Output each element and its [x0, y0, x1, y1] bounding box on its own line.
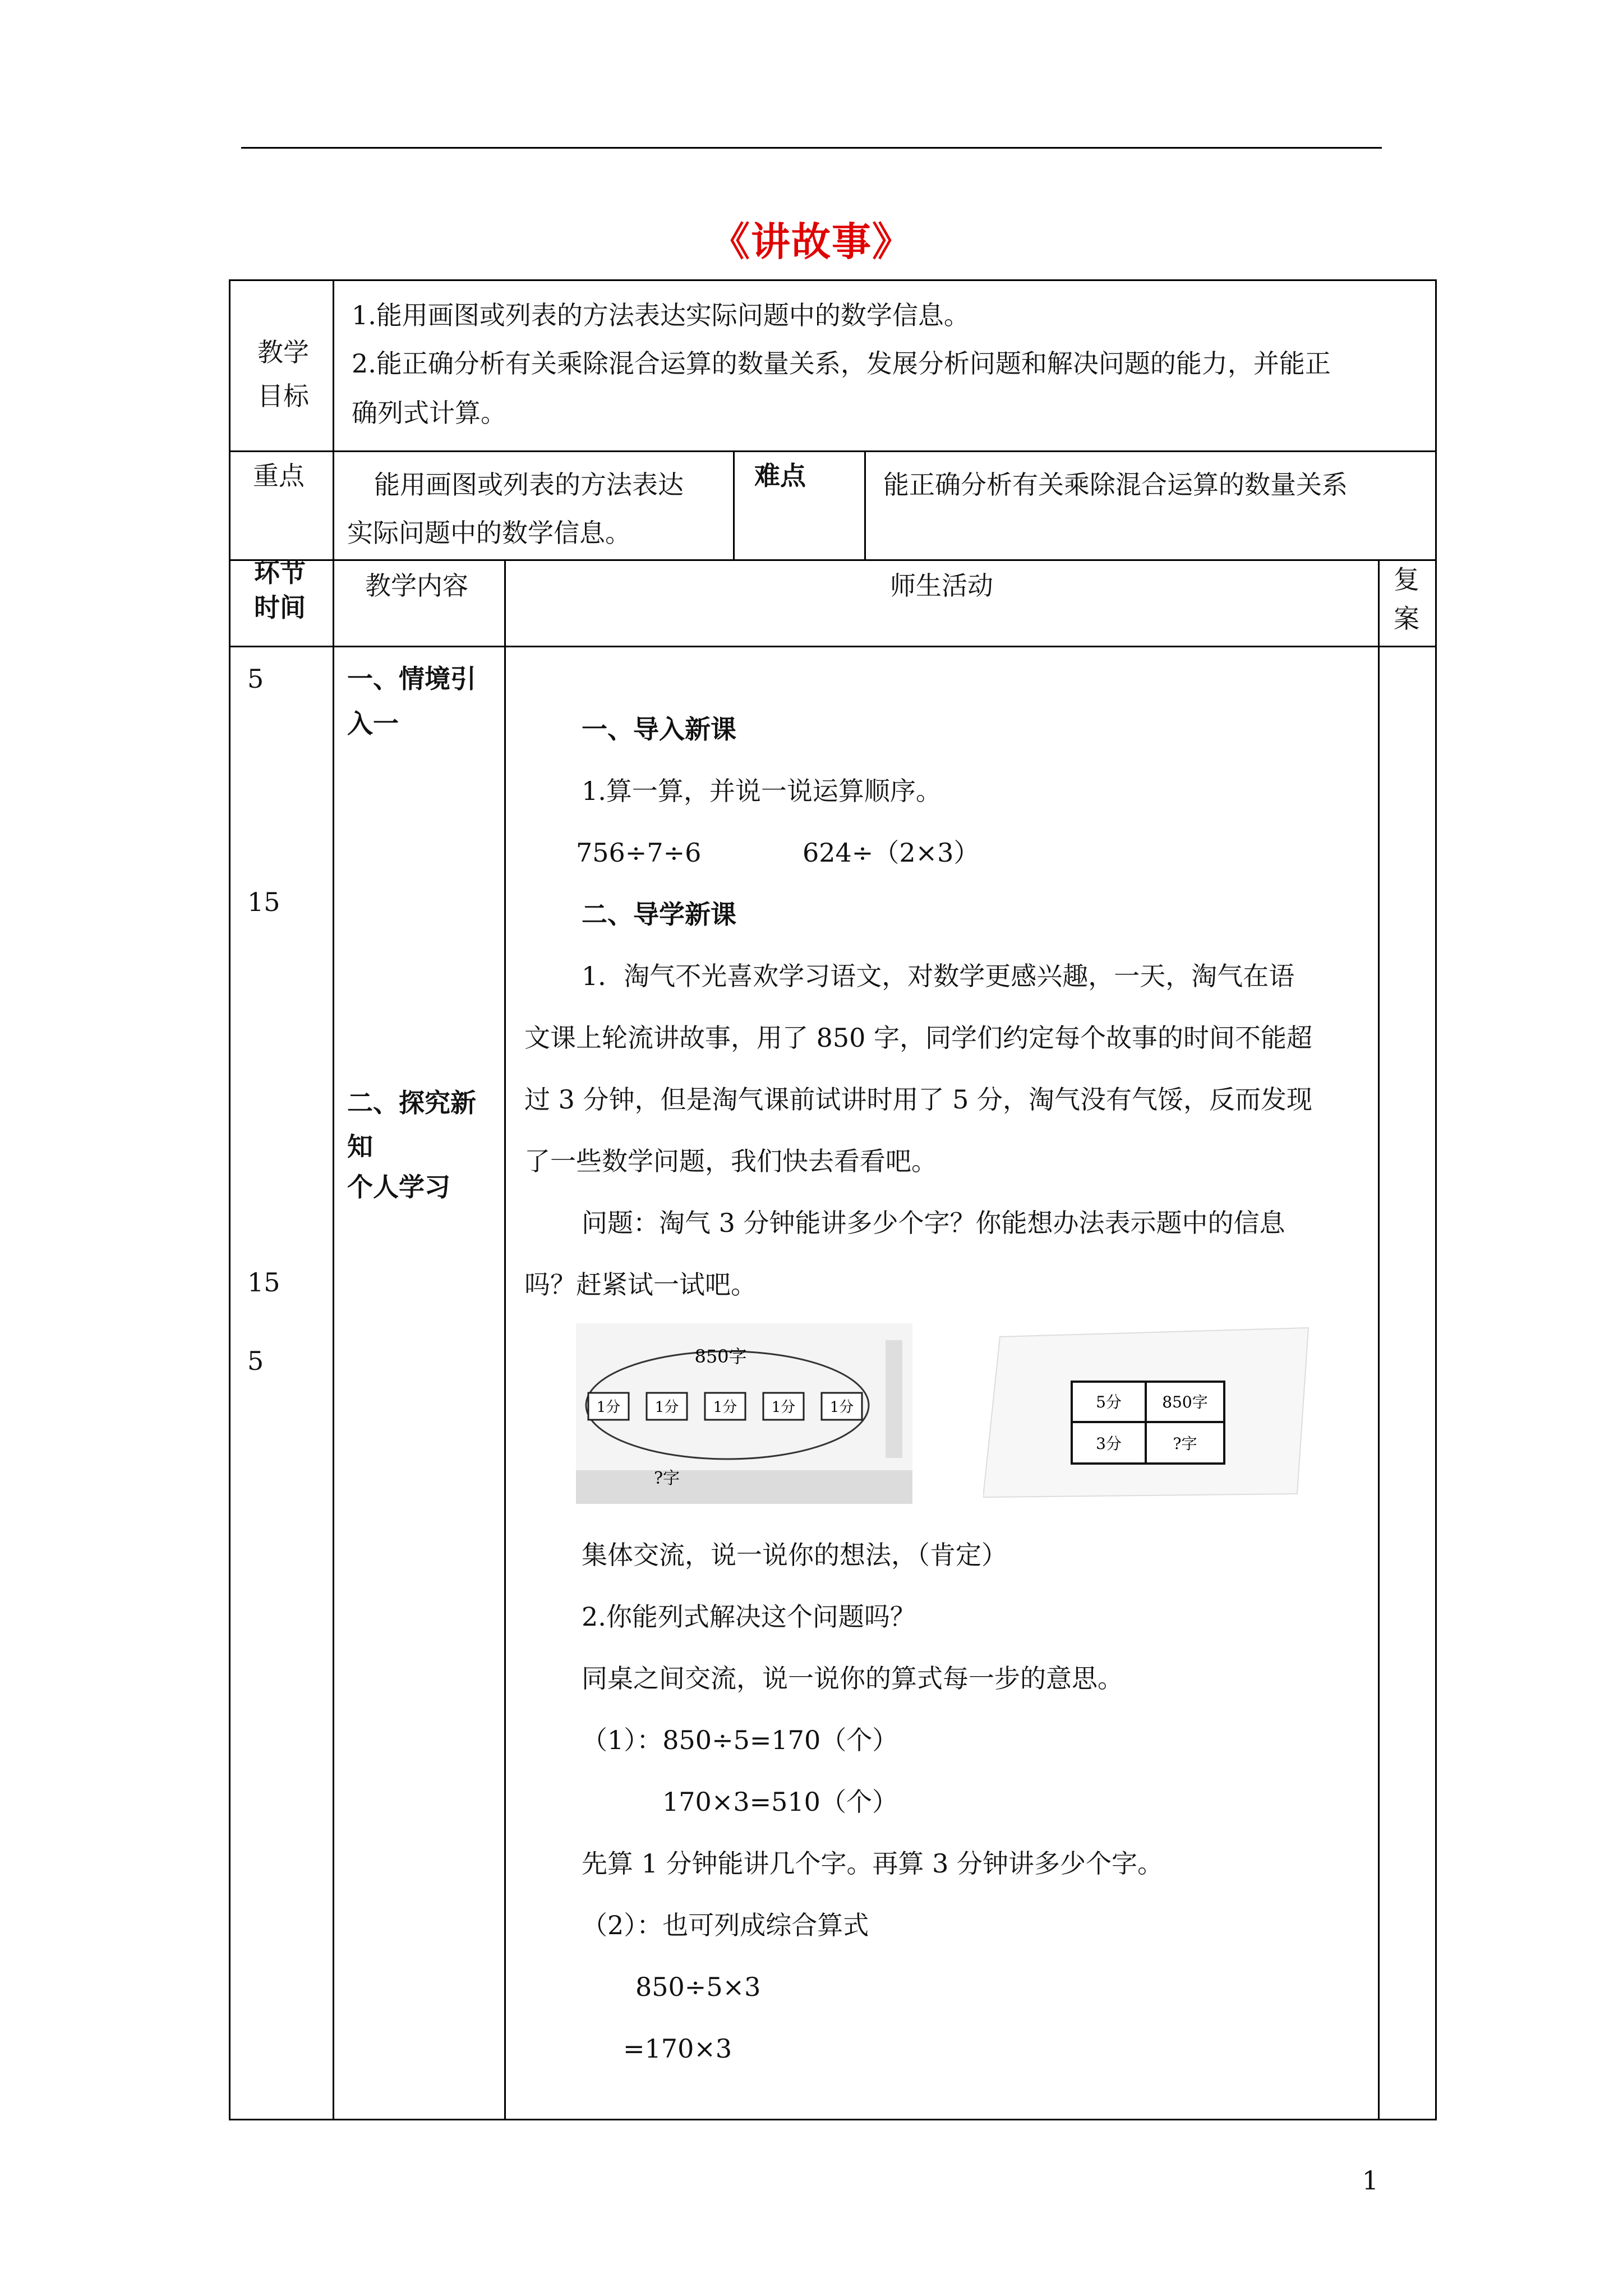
- time-value: 5: [247, 1346, 264, 1376]
- difficulty-label: 难点: [754, 461, 806, 491]
- table-diagram-figure: [983, 1326, 1311, 1499]
- question-line: 吗？赶紧试一试吧。: [524, 1269, 757, 1300]
- time-value: 15: [247, 1267, 280, 1297]
- story-line: 文课上轮流讲故事，用了 850 字，同学们约定每个故事的时间不能超: [524, 1023, 1313, 1053]
- combined-expression: 850÷5×3: [635, 1972, 761, 2002]
- table-cell: 850字: [1162, 1393, 1208, 1411]
- activity-text: 1.算一算，并说一说运算顺序。: [582, 776, 942, 806]
- activity-text: 集体交流，说一说你的想法，（肯定）: [582, 1540, 1007, 1570]
- solution-line: （1）：850÷5=170（个）: [582, 1725, 898, 1755]
- col-divider: [504, 559, 506, 2119]
- section-title: 个人学习: [347, 1172, 450, 1202]
- table-cell: 5分: [1096, 1393, 1122, 1411]
- row-divider: [230, 450, 1435, 452]
- expression: 624÷（2×3）: [803, 838, 980, 868]
- combined-expression: =170×3: [623, 2033, 732, 2064]
- story-line: 过 3 分钟，但是淘气课前试讲时用了 5 分，淘气没有气馁，反而发现: [524, 1084, 1313, 1115]
- review-header: 复: [1394, 564, 1419, 595]
- time-value: 5: [247, 664, 264, 694]
- stage-header: 时间: [254, 592, 306, 623]
- objective-line: 2.能正确分析有关乘除混合运算的数量关系，发展分析问题和解决问题的能力，并能正: [352, 348, 1331, 379]
- col-divider: [1378, 559, 1380, 2119]
- diagram-top-label: 850字: [694, 1346, 747, 1367]
- expression: 756÷7÷6: [576, 838, 702, 868]
- col-divider: [864, 450, 866, 559]
- diagram-bottom-label: ?字: [653, 1469, 680, 1488]
- box-label: 1分: [596, 1399, 621, 1416]
- page-number: 1: [1362, 2165, 1378, 2196]
- box-label: 1分: [654, 1399, 679, 1416]
- key-point-text: 能用画图或列表的方法表达: [374, 470, 684, 500]
- table-cell: ?字: [1173, 1434, 1197, 1453]
- objective-line: 1.能用画图或列表的方法表达实际问题中的数学信息。: [352, 300, 970, 330]
- activity-heading: 一、导入新课: [582, 714, 736, 744]
- explanation: 先算 1 分钟能讲几个字。再算 3 分钟讲多少个字。: [582, 1848, 1164, 1879]
- col-divider: [733, 450, 735, 559]
- difficulty-text: 能正确分析有关乘除混合运算的数量关系: [883, 470, 1348, 500]
- solution-line: 170×3=510（个）: [662, 1787, 898, 1817]
- question-line: 问题：淘气 3 分钟能讲多少个字？你能想办法表示题中的信息: [582, 1208, 1285, 1238]
- time-value: 15: [247, 887, 280, 917]
- review-header: 案: [1394, 604, 1419, 634]
- page-title: 《讲故事》: [711, 218, 912, 265]
- stage-header: 环节: [254, 558, 306, 588]
- objectives-label: 目标: [257, 381, 309, 411]
- solution-line: （2）：也可列成综合算式: [582, 1910, 869, 1940]
- section-title: 二、探究新: [347, 1088, 476, 1118]
- key-point-text: 实际问题中的数学信息。: [347, 518, 631, 548]
- header-rule: [241, 147, 1382, 149]
- section-title: 一、情境引: [347, 664, 476, 694]
- objectives-label: 教学: [257, 337, 309, 367]
- box-label: 1分: [829, 1399, 854, 1416]
- table-cell: 3分: [1096, 1434, 1122, 1453]
- section-title: 入一: [347, 708, 399, 739]
- activity-text: 同桌之间交流，说一说你的算式每一步的意思。: [582, 1663, 1123, 1694]
- activity-heading: 二、导学新课: [582, 899, 736, 930]
- activity-header: 师生活动: [890, 570, 993, 601]
- box-label: 1分: [771, 1399, 796, 1416]
- content-header: 教学内容: [365, 570, 468, 601]
- key-point-label: 重点: [253, 461, 305, 491]
- section-title: 知: [347, 1131, 373, 1162]
- row-divider: [230, 646, 1435, 647]
- box-label: 1分: [713, 1399, 737, 1416]
- lesson-plan-table: [229, 279, 1437, 2120]
- activity-text: 2.你能列式解决这个问题吗？: [582, 1602, 916, 1632]
- col-divider: [333, 281, 334, 2119]
- story-line: 1．淘气不光喜欢学习语文，对数学更感兴趣，一天，淘气在语: [582, 961, 1295, 991]
- story-line: 了一些数学问题，我们快去看看吧。: [524, 1146, 937, 1176]
- objective-line: 确列式计算。: [352, 398, 506, 428]
- line-diagram-figure: [576, 1323, 912, 1504]
